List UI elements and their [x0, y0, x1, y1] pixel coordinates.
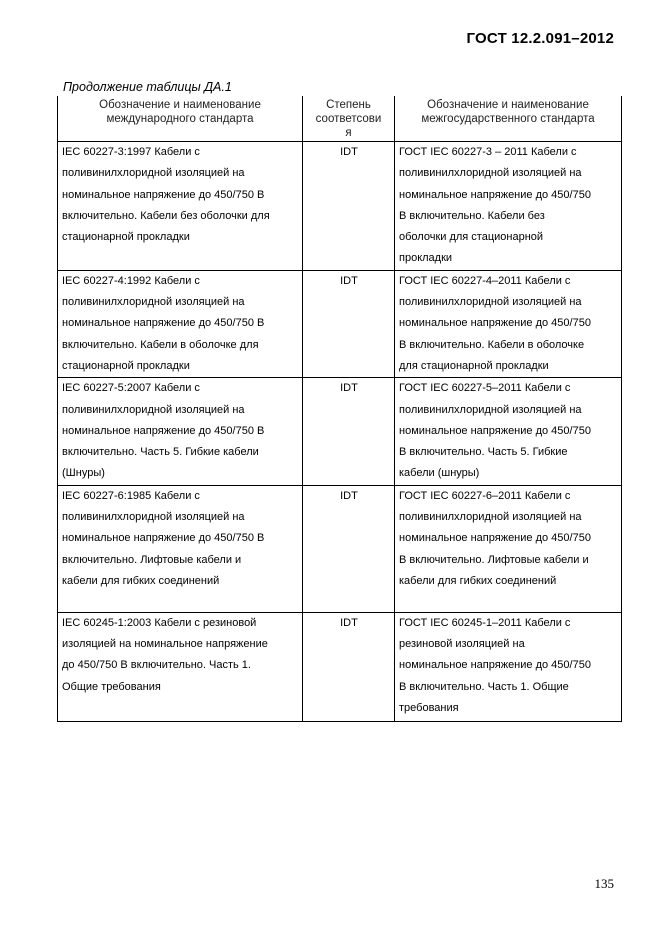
degree-cell: IDT: [303, 142, 395, 271]
interstate-standard-cell: ГОСТ IEC 60245-1–2011 Кабели с резиновой изоляцией на номинальное напряжение до 450/750 В включительно. Часть 1. Общие требования: [395, 612, 622, 721]
column-header-degree: Степень соответсови я: [303, 96, 395, 142]
degree-cell: IDT: [303, 612, 395, 721]
international-standard-cell: IEC 60227-5:2007 Кабели с поливинилхлоридной изоляцией на номинальное напряжение до 450/750 В включительно. Часть 5. Гибкие кабели (Шнуры): [58, 378, 303, 485]
table-header: [58, 96, 622, 142]
table-row: [58, 612, 622, 721]
international-standard-cell: IEC 60227-6:1985 Кабели с поливинилхлоридной изоляцией на номинальное напряжение до 450/750 В включительно. Лифтовые кабели и кабели для гибких соединений: [58, 485, 303, 612]
interstate-standard-cell: ГОСТ IEC 60227-4–2011 Кабели с поливинилхлоридной изоляцией на номинальное напряжение до 450/750 В включительно. Кабели в оболочке для стационарной прокладки: [395, 270, 622, 377]
interstate-standard-cell: ГОСТ IEC 60227-5–2011 Кабели с поливинилхлоридной изоляцией на номинальное напряжение до 450/750 В включительно. Часть 5. Гибкие кабели (шнуры): [395, 378, 622, 485]
international-standard-cell: IEC 60227-4:1992 Кабели с поливинилхлоридной изоляцией на номинальное напряжение до 450/750 В включительно. Кабели в оболочке для стационарной прокладки: [58, 270, 303, 377]
table-row: [58, 142, 622, 271]
international-standard-cell: IEC 60245-1:2003 Кабели с резиновой изоляцией на номинальное напряжение до 450/750 В включительно. Часть 1. Общие требования: [58, 612, 303, 721]
degree-cell: IDT: [303, 378, 395, 485]
interstate-standard-cell: ГОСТ IEC 60227-3 – 2011 Кабели с поливинилхлоридной изоляцией на номинальное напряжение до 450/750 В включительно. Кабели без оболочки для стационарной прокладки: [395, 142, 622, 271]
degree-cell: IDT: [303, 270, 395, 377]
degree-cell: IDT: [303, 485, 395, 612]
standards-table: [57, 96, 622, 722]
table-caption: Продолжение таблицы ДА.1: [63, 80, 232, 94]
table-row: [58, 378, 622, 485]
page-number: 135: [594, 876, 614, 891]
column-header-international: Обозначение и наименование международного стандарта: [58, 96, 303, 142]
interstate-standard-cell: ГОСТ IEC 60227-6–2011 Кабели с поливинилхлоридной изоляцией на номинальное напряжение до 450/750 В включительно. Лифтовые кабели и кабели для гибких соединений: [395, 485, 622, 612]
table-row: [58, 270, 622, 377]
international-standard-cell: IEC 60227-3:1997 Кабели с поливинилхлоридной изоляцией на номинальное напряжение до 450/750 В включительно. Кабели без оболочки для стационарной прокладки: [58, 142, 303, 271]
column-header-interstate: Обозначение и наименование межгосударственного стандарта: [395, 96, 622, 142]
table-row: [58, 485, 622, 612]
document-code: ГОСТ 12.2.091–2012: [466, 30, 614, 47]
